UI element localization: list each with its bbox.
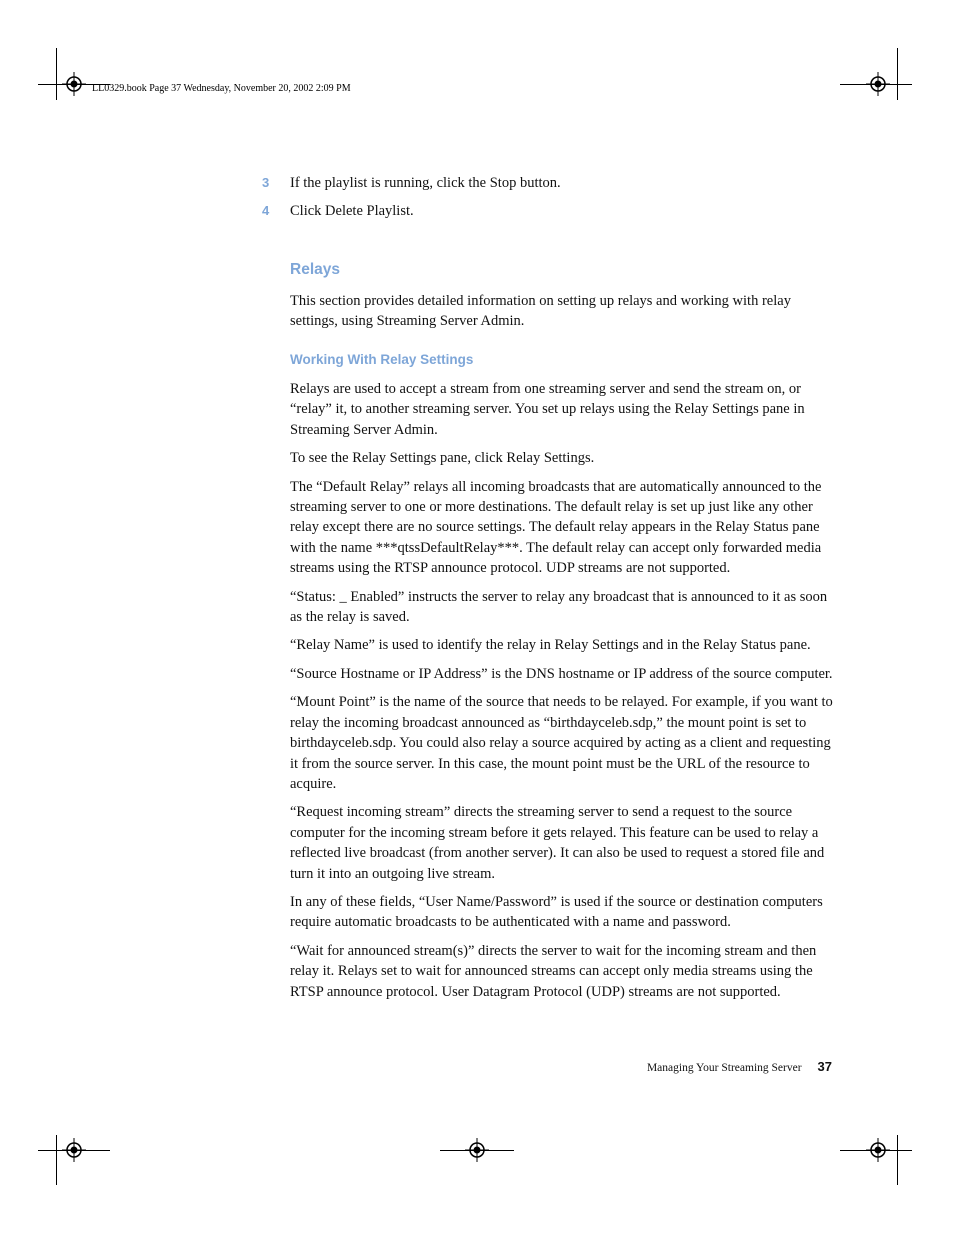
registration-mark-icon [465,1138,489,1162]
crop-mark [897,48,898,100]
paragraph: “Mount Point” is the name of the source that needs to be relayed. For example, if you want to relay the incoming broadcast announced as “birthdayceleb.sdp,” the mount point is set to birthdayceleb.sdp. You could also relay a source acquired by acting as a client and requesting it from the source server. In this case, the mount point must be the URL of the resource to acquire. [290,694,833,792]
paragraph: “Request incoming stream” directs the streaming server to send a request to the source computer for the incoming stream before it gets relayed. This feature can be used to relay a reflected live broadcast (from another server). It can also be used to request a stored file and turn it into an outgoing live stream. [290,804,825,882]
paragraph: This section provides detailed information on setting up relays and working with relay settings, using Streaming Server Admin. [290,293,791,330]
crop-mark [56,1135,57,1185]
step-text: Click Delete Playlist. [290,203,414,219]
section-intro [290,291,835,340]
paragraph: The “Default Relay” relays all incoming broadcasts that are automatically announced to the streaming server to one or more destinations. The default relay is set up just like any other relay except there are no source settings. The default relay appears in the Relay Status pane with the name ***qtssDefaultRelay***. The default relay can accept only forwarded media streams using the RTSP announce protocol. UDP streams are not supported. [290,478,822,577]
registration-mark-icon [866,1138,890,1162]
page-footer [647,1059,832,1074]
crop-mark [56,48,57,100]
registration-mark-icon [62,72,86,96]
paragraph: Relays are used to accept a stream from one streaming server and send the stream on, or “relay” it, to another streaming server. You set up relays using the Relay Settings pane in Streaming Server Admin. [290,381,805,438]
page-number: 37 [817,1059,832,1074]
chapter-title: Managing Your Streaming Server [646,1062,802,1074]
step-item [262,203,414,220]
paragraph: In any of these fields, “User Name/Password” is used if the source or destination computers require automatic broadcasts to be authenticated with a name and password. [290,893,823,931]
subsection-title: Working With Relay Settings [290,352,474,367]
step-number: 4 [262,203,270,218]
registration-mark-icon [62,1138,86,1162]
paragraph: To see the Relay Settings pane, click Relay Settings. [290,450,595,467]
section-title: Relays [290,261,340,278]
step-item [262,175,561,192]
paragraph: “Relay Name” is used to identify the relay in Relay Settings and in the Relay Status pane. [290,637,811,654]
paragraph: “Status: _ Enabled” instructs the server to relay any broadcast that is announced to it as soon as the relay is saved. [290,588,828,626]
registration-mark-icon [866,72,890,96]
paragraph: “Wait for announced stream(s)” directs the server to wait for the incoming stream and then relay it. Relays set to wait for announced streams can accept only media streams using the RTSP announce protocol. User Datagram Protocol (UDP) streams are not supported. [290,942,817,1000]
page-slug: LL0329.book Page 37 Wednesday, November 20, 2002 2:09 PM [92,83,351,94]
step-text: If the playlist is running, click the Stop button. [290,175,561,191]
step-number: 3 [262,175,270,190]
subsection-body [290,379,835,1010]
paragraph: “Source Hostname or IP Address” is the DNS hostname or IP address of the source computer. [290,665,833,682]
crop-mark [897,1135,898,1185]
